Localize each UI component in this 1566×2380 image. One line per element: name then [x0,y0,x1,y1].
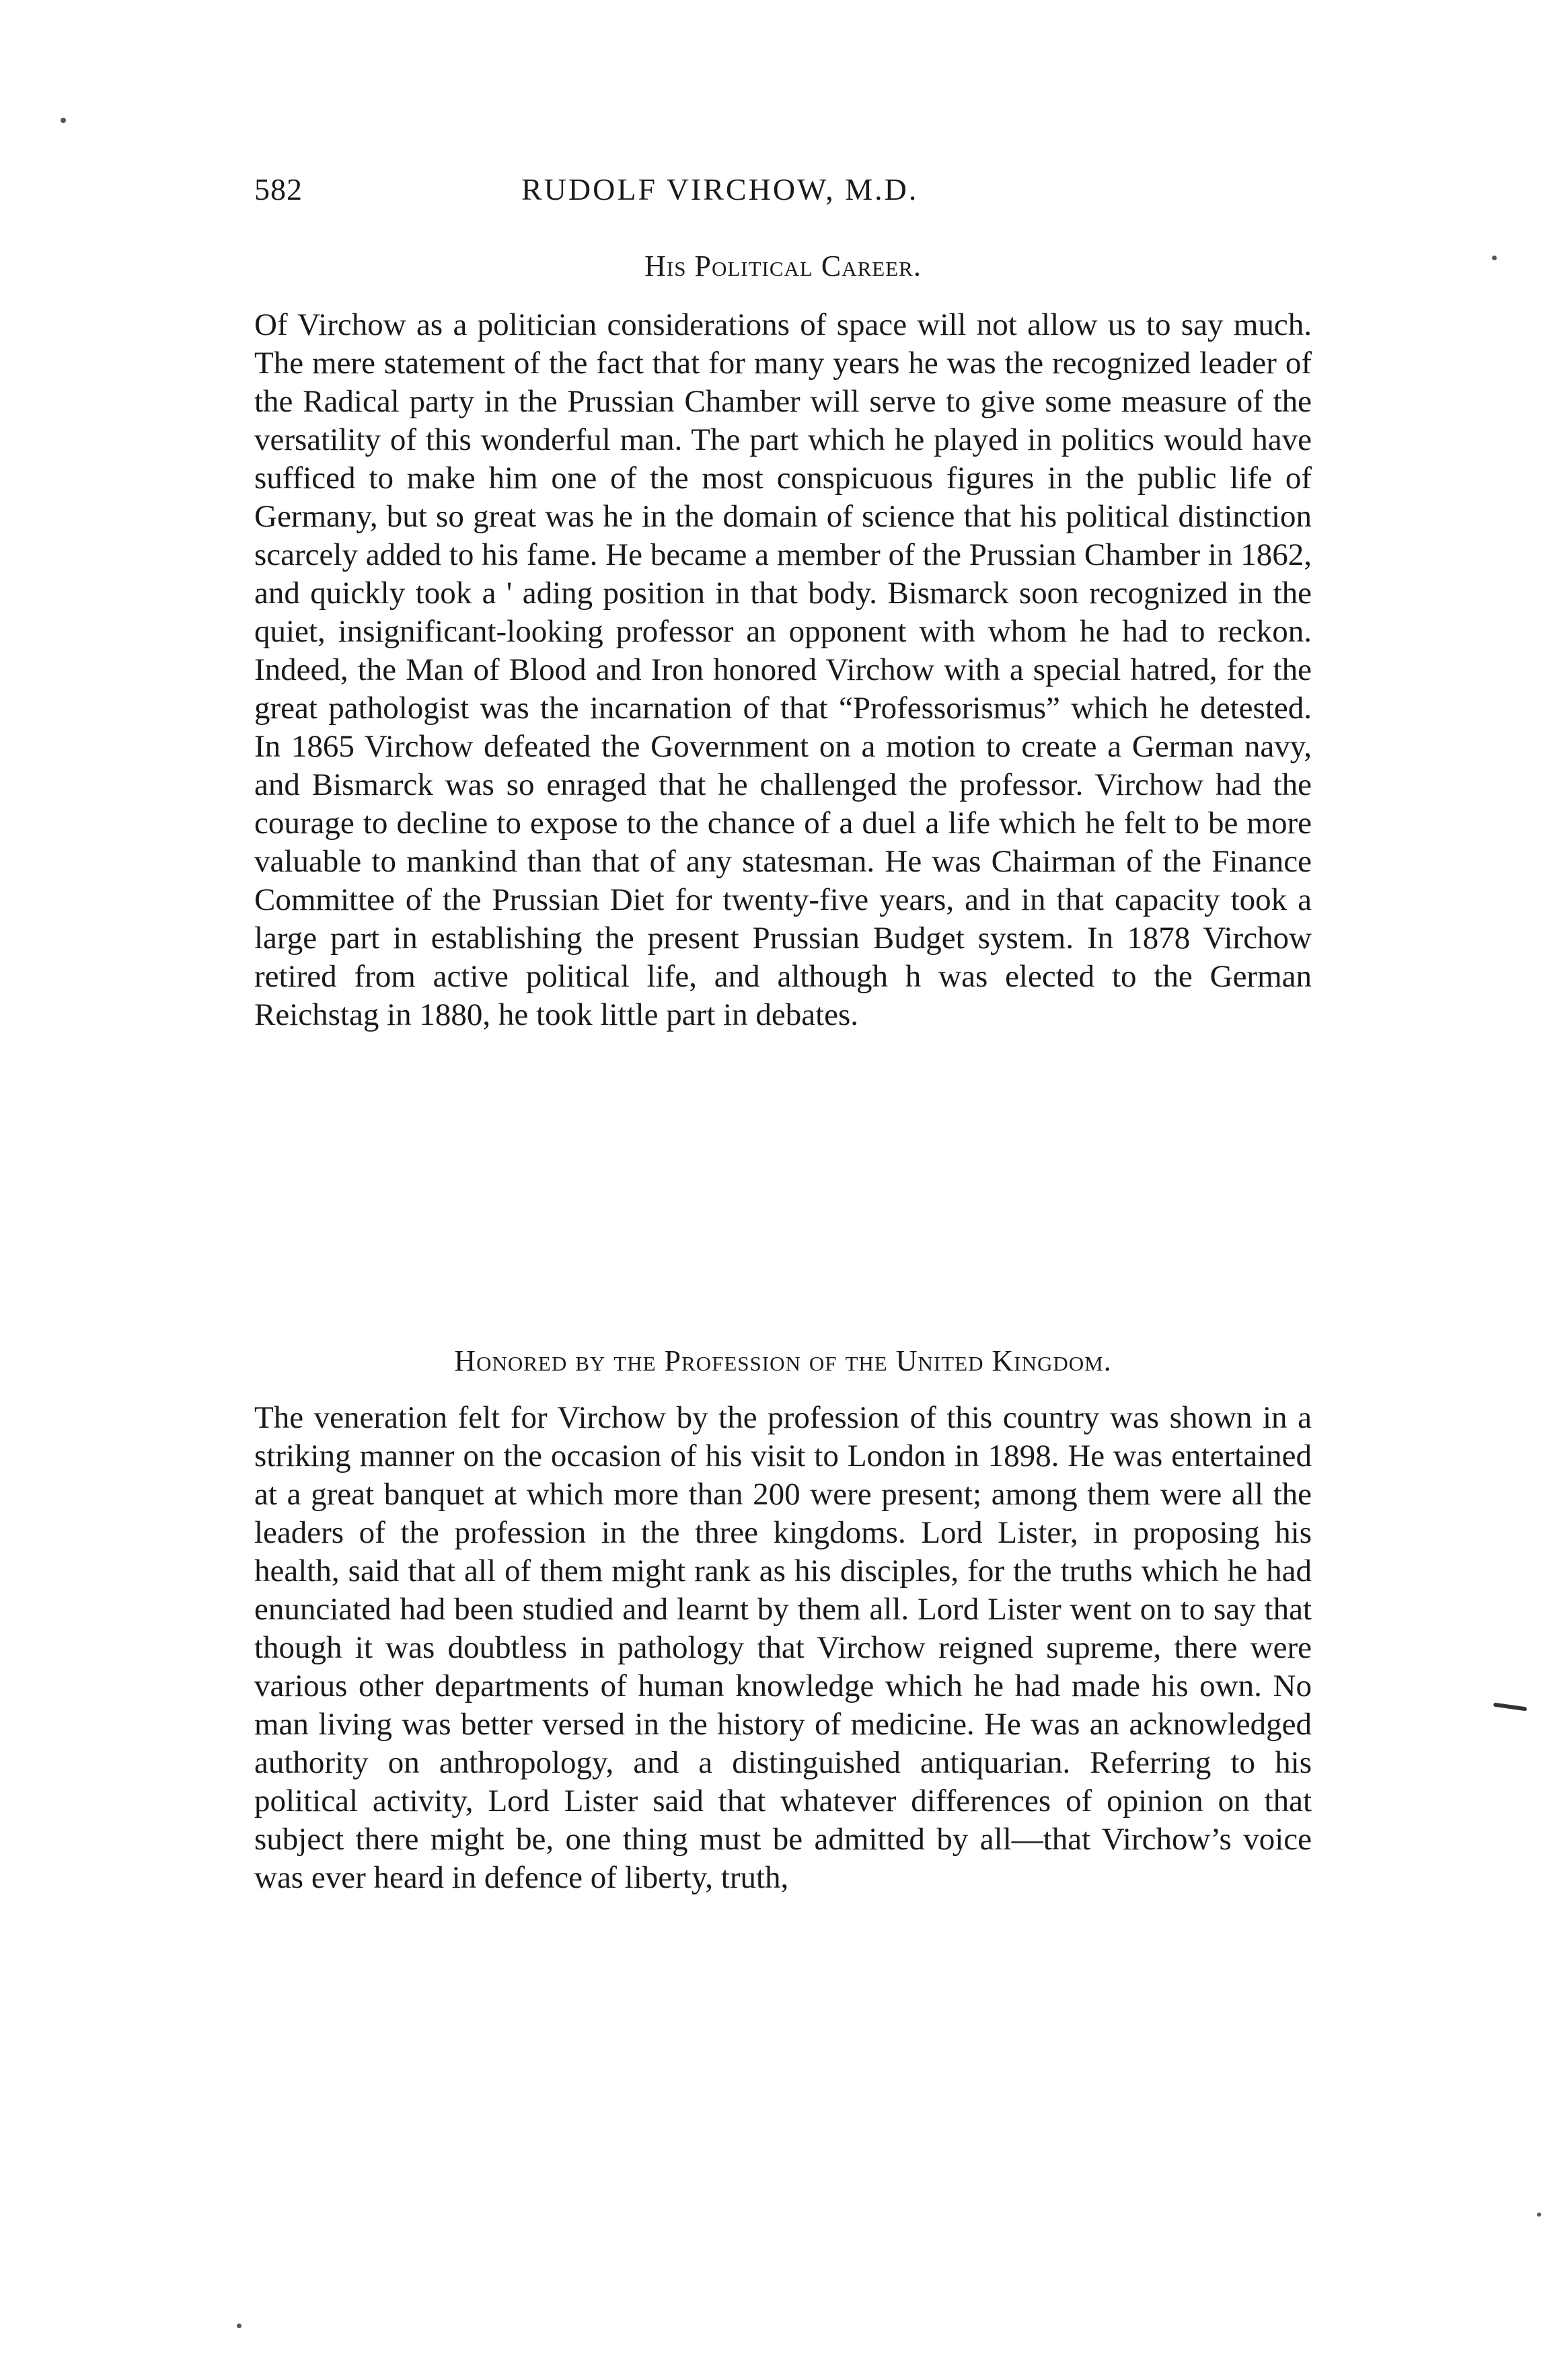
margin-mark [1493,1703,1527,1712]
scan-speck [61,118,66,123]
section-heading-political-career: His Political Career. [644,249,922,282]
paragraph-political-career: Of Virchow as a politician considerations of space will not allow us to say much. The mere statement of the fact that for many years he was the recognized leader of the Radical party in the Prussian Chamber will serve to give some measure of the versatility of this wonderful man. The part which he played in politics would have sufficed to make him one of the most conspicuous figures in the public life of Germany, but so great was he in the domain of science that his political distinction scarcely added to his fame. He became a member of the Prussian Chamber in 1862, and quickly took a ' ading position in that body. Bismarck soon recognized in the quiet, insignificant-looking professor an opponent with whom he had to reckon. Indeed, the Man of Blood and Iron honored Virchow with a special hatred, for the great pathologist was the incarnation of that “Professorismus” which he detested. In 1865 Virchow defeated the Government on a motion to create a German navy, and Bismarck was so enraged that he challenged the professor. Virchow had the courage to decline to expose to the chance of a duel a life which he felt to be more valuable to mankind than that of any statesman. He was Chairman of the Finance Committee of the Prussian Diet for twenty-five years, and in that capacity took a large part in establishing the present Prussian Budget system. In 1878 Virchow retired from active political life, and although h was elected to the German Reichstag in 1880, he took little part in debates. [254,307,1312,1032]
scan-speck [1537,2213,1541,2217]
scan-speck [237,2324,241,2328]
running-title: RUDOLF VIRCHOW, M.D. [521,172,919,206]
section-heading-honored: Honored by the Profession of the United Kingdom. [454,1344,1112,1377]
running-head [254,171,1312,219]
page-number: 582 [254,172,303,206]
paragraph-honored: The veneration felt for Virchow by the profession of this country was shown in a striking manner on the occasion of his visit to London in 1898. He was entertained at a great banquet at which more than 200 were present; among them were all the leaders of the profession in the three kingdoms. Lord Lister, in proposing his health, said that all of them might rank as his disciples, for the truths which he had enunciated had been studied and learnt by them all. Lord Lister went on to say that though it was doubtless in pathology that Virchow reigned supreme, there were various other departments of human knowledge which he had made his own. No man living was better versed in the history of medicine. He was an acknowledged authority on anthropology, and a distinguished antiquarian. Referring to his political activity, Lord Lister said that whatever differences of opinion on that subject there might be, one thing must be admitted by all—that Virchow’s voice was ever heard in defence of liberty, truth, [254,1400,1312,1895]
scan-speck [1492,256,1497,260]
